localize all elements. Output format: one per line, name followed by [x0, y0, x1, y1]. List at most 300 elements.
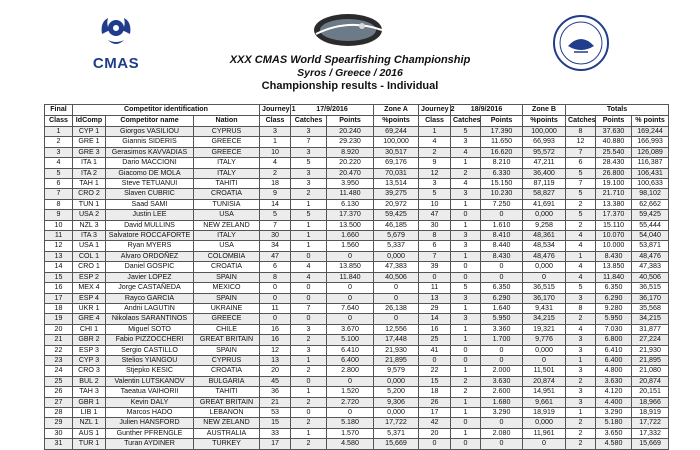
cell-competitor-name: Andrii LAGUTIN: [106, 303, 194, 313]
cell-j2-pct-points: 47,211: [523, 158, 566, 168]
cell-total-catches: 5: [566, 210, 596, 220]
cell-competitor-name: Giannis SIDERIS: [106, 137, 194, 147]
cell-j2-class: 11: [419, 283, 451, 293]
cell-j1-class: 3: [260, 127, 291, 137]
cell-total-pct-points: 126,089: [632, 147, 669, 157]
cell-j2-points: 8.440: [481, 241, 523, 251]
cell-j1-catches: 0: [291, 376, 327, 386]
cell-j1-pct-points: 5,679: [374, 231, 419, 241]
cell-total-pct-points: 55,444: [632, 220, 669, 230]
cell-total-pct-points: 21,895: [632, 355, 669, 365]
cell-j2-class: 22: [419, 366, 451, 376]
cell-j2-points: 1.610: [481, 220, 523, 230]
cell-j1-catches: 2: [291, 397, 327, 407]
cell-j2-class: 10: [419, 199, 451, 209]
cell-j2-class: 1: [419, 127, 451, 137]
cell-total-points: 28.430: [596, 158, 632, 168]
cell-j1-points: 29.230: [327, 137, 374, 147]
cell-total-points: 21.710: [596, 189, 632, 199]
cell-j2-pct-points: 19,321: [523, 324, 566, 334]
cell-id-comp: ITA 2: [73, 168, 106, 178]
cell-id-comp: COL 1: [73, 251, 106, 261]
cell-j1-points: 6.410: [327, 345, 374, 355]
cell-total-catches: 3: [566, 345, 596, 355]
cell-j2-points: 1.640: [481, 303, 523, 313]
cell-id-comp: GBR 2: [73, 335, 106, 345]
cell-total-catches: 12: [566, 137, 596, 147]
cell-j1-pct-points: 59,425: [374, 210, 419, 220]
cmas-logo: [84, 14, 148, 72]
cell-id-comp: TAH 3: [73, 387, 106, 397]
totals-group-header: Totals: [566, 105, 669, 116]
table-row: [45, 345, 669, 355]
cell-nation: CHILE: [194, 324, 260, 334]
cell-j2-catches: 4: [451, 179, 481, 189]
cell-total-points: 9.280: [596, 303, 632, 313]
cell-total-catches: 3: [566, 387, 596, 397]
cell-total-catches: 7: [566, 179, 596, 189]
cell-competitor-name: David MULLINS: [106, 220, 194, 230]
cell-nation: CROATIA: [194, 262, 260, 272]
cell-final-class: 18: [45, 303, 73, 313]
cell-j2-pct-points: 18,919: [523, 407, 566, 417]
cell-j1-points: 13.850: [327, 262, 374, 272]
cell-total-pct-points: 15,669: [632, 439, 669, 449]
cell-final-class: 17: [45, 293, 73, 303]
cell-j2-catches: 1: [451, 407, 481, 417]
cell-total-catches: 2: [566, 428, 596, 438]
cell-total-points: 15.110: [596, 220, 632, 230]
cell-total-catches: 4: [566, 241, 596, 251]
table-row: [45, 314, 669, 324]
cell-j1-catches: 5: [291, 158, 327, 168]
cell-nation: TAHITI: [194, 179, 260, 189]
cell-total-pct-points: 20,151: [632, 387, 669, 397]
cell-j2-points: 6.350: [481, 283, 523, 293]
cell-final-class: 6: [45, 179, 73, 189]
cell-j1-catches: 1: [291, 387, 327, 397]
cell-j1-class: 17: [260, 439, 291, 449]
cell-j1-points: 1.570: [327, 428, 374, 438]
cell-competitor-name: Dario MACCIONI: [106, 158, 194, 168]
cell-j1-class: 9: [260, 189, 291, 199]
cell-j1-pct-points: 21,895: [374, 355, 419, 365]
cell-nation: COLOMBIA: [194, 251, 260, 261]
table-row: [45, 397, 669, 407]
cell-j2-class: 25: [419, 335, 451, 345]
cell-competitor-name: Rayco GARCIA: [106, 293, 194, 303]
cell-total-pct-points: 21,080: [632, 366, 669, 376]
cell-j2-points: 0: [481, 355, 523, 365]
cell-id-comp: TAH 1: [73, 179, 106, 189]
cell-j2-catches: 1: [451, 366, 481, 376]
cell-j2-class: 41: [419, 345, 451, 355]
cell-j1-points: 3.670: [327, 324, 374, 334]
cmas-emblem-icon: [96, 14, 136, 48]
cell-j2-points: 0: [481, 439, 523, 449]
cell-total-pct-points: 166,993: [632, 137, 669, 147]
cell-j1-class: 7: [260, 220, 291, 230]
cell-total-pct-points: 17,332: [632, 428, 669, 438]
table-row: [45, 147, 669, 157]
cell-final-class: 3: [45, 147, 73, 157]
cell-j2-points: 6.330: [481, 168, 523, 178]
cell-j2-pct-points: 9,776: [523, 335, 566, 345]
cell-total-pct-points: 21,930: [632, 345, 669, 355]
cell-nation: MEXICO: [194, 283, 260, 293]
cell-id-comp: CRO 2: [73, 189, 106, 199]
cell-j2-class: 17: [419, 407, 451, 417]
cell-total-points: 4.400: [596, 397, 632, 407]
cell-competitor-name: Justin LEE: [106, 210, 194, 220]
cell-j2-pct-points: 48,361: [523, 231, 566, 241]
cell-competitor-name: Jorge CASTAÑEDA: [106, 283, 194, 293]
cell-j1-class: 0: [260, 314, 291, 324]
cell-j2-pct-points: 58,827: [523, 189, 566, 199]
cell-j2-class: 0: [419, 439, 451, 449]
cell-total-catches: 5: [566, 168, 596, 178]
cell-j2-pct-points: 66,993: [523, 137, 566, 147]
cell-j1-catches: 3: [291, 127, 327, 137]
cell-j2-catches: 0: [451, 418, 481, 428]
cell-total-points: 17.370: [596, 210, 632, 220]
cell-j2-pct-points: 9,431: [523, 303, 566, 313]
cell-total-pct-points: 59,425: [632, 210, 669, 220]
table-row: [45, 137, 669, 147]
column-header-j1-class: Class: [260, 116, 291, 127]
cell-j2-catches: 1: [451, 303, 481, 313]
cell-j2-points: 3.360: [481, 324, 523, 334]
cell-j1-catches: 0: [291, 251, 327, 261]
championship-logo: [302, 10, 394, 50]
cell-j2-catches: 2: [451, 168, 481, 178]
cell-j1-points: 4.580: [327, 439, 374, 449]
cell-total-points: 6.410: [596, 345, 632, 355]
cell-j2-pct-points: 0: [523, 439, 566, 449]
cell-j2-class: 12: [419, 168, 451, 178]
cell-j2-pct-points: 0: [523, 355, 566, 365]
cell-j2-class: 13: [419, 293, 451, 303]
cell-j1-points: 6.400: [327, 355, 374, 365]
cell-j2-class: 15: [419, 376, 451, 386]
cell-j1-class: 30: [260, 231, 291, 241]
cell-j1-points: 20.220: [327, 158, 374, 168]
cell-j2-catches: 1: [451, 251, 481, 261]
cell-competitor-name: Marcos HADO: [106, 407, 194, 417]
cell-j2-pct-points: 100,000: [523, 127, 566, 137]
cell-nation: SPAIN: [194, 345, 260, 355]
cell-competitor-name: Giacomo DE MOLA: [106, 168, 194, 178]
cell-j1-pct-points: 9,306: [374, 397, 419, 407]
table-row: [45, 439, 669, 449]
cell-total-points: 8.430: [596, 251, 632, 261]
table-row: [45, 199, 669, 209]
cell-j2-pct-points: 9,661: [523, 397, 566, 407]
cell-total-catches: 4: [566, 231, 596, 241]
cell-total-points: 13.380: [596, 199, 632, 209]
cell-total-points: 19.100: [596, 179, 632, 189]
cell-j2-pct-points: 36,170: [523, 293, 566, 303]
cell-j2-class: 14: [419, 314, 451, 324]
cell-j2-points: 2.600: [481, 387, 523, 397]
cell-j2-pct-points: 48,534: [523, 241, 566, 251]
column-header-total-catches: Catches: [566, 116, 596, 127]
cell-nation: GREECE: [194, 137, 260, 147]
cell-total-catches: 3: [566, 397, 596, 407]
cell-j1-class: 16: [260, 324, 291, 334]
cell-j1-catches: 1: [291, 220, 327, 230]
table-row: [45, 283, 669, 293]
cell-j1-catches: 7: [291, 303, 327, 313]
cell-nation: LEBANON: [194, 407, 260, 417]
cmas-logo-text: CMAS: [92, 55, 140, 72]
cell-id-comp: TUN 1: [73, 199, 106, 209]
cell-j1-points: 2.800: [327, 366, 374, 376]
cell-j1-class: 1: [260, 137, 291, 147]
cell-final-class: 12: [45, 241, 73, 251]
column-header-j1-catches: Catches: [291, 116, 327, 127]
cell-j1-points: 0: [327, 283, 374, 293]
cell-competitor-name: Ryan MYERS: [106, 241, 194, 251]
table-row: [45, 262, 669, 272]
cell-j2-points: 3.630: [481, 376, 523, 386]
cell-j1-class: 16: [260, 335, 291, 345]
cell-final-class: 13: [45, 251, 73, 261]
cell-final-class: 23: [45, 355, 73, 365]
cell-j1-catches: 1: [291, 199, 327, 209]
cell-j2-class: 6: [419, 241, 451, 251]
cell-total-catches: 2: [566, 376, 596, 386]
results-body: [45, 127, 669, 450]
cell-final-class: 14: [45, 262, 73, 272]
cell-nation: TUNISIA: [194, 199, 260, 209]
cell-j2-pct-points: 36,515: [523, 283, 566, 293]
table-row: [45, 303, 669, 313]
cell-nation: TURKEY: [194, 439, 260, 449]
cell-total-pct-points: 18,919: [632, 407, 669, 417]
cell-j2-points: 15.150: [481, 179, 523, 189]
table-row: [45, 179, 669, 189]
cell-total-pct-points: 98,102: [632, 189, 669, 199]
column-header-j1-pct-points: %points: [374, 116, 419, 127]
cell-j1-pct-points: 30,517: [374, 147, 419, 157]
cell-competitor-name: Giorgos VASILIOU: [106, 127, 194, 137]
cell-total-pct-points: 27,224: [632, 335, 669, 345]
cell-nation: CYPRUS: [194, 355, 260, 365]
cell-j2-class: 18: [419, 387, 451, 397]
cell-competitor-name: Daniel GOSPIC: [106, 262, 194, 272]
cell-competitor-name: Slaven CUBRIC: [106, 189, 194, 199]
cell-total-catches: 2: [566, 220, 596, 230]
cell-j1-pct-points: 40,506: [374, 272, 419, 282]
table-row: [45, 335, 669, 345]
cell-j1-catches: 3: [291, 168, 327, 178]
championship-title: XXX CMAS World Spearfishing Championship: [229, 54, 471, 66]
cell-j1-points: 0: [327, 407, 374, 417]
cell-j2-points: 2.080: [481, 428, 523, 438]
cell-j2-points: 17.390: [481, 127, 523, 137]
journey1-group-header: Journey 1: [260, 105, 291, 116]
table-row: [45, 210, 669, 220]
cell-j2-points: 6.290: [481, 293, 523, 303]
cell-j1-catches: 5: [291, 210, 327, 220]
cell-total-catches: 2: [566, 314, 596, 324]
cell-final-class: 10: [45, 220, 73, 230]
cell-id-comp: BUL 2: [73, 376, 106, 386]
cell-total-points: 10.000: [596, 241, 632, 251]
cell-nation: CYPRUS: [194, 127, 260, 137]
cell-j1-catches: 1: [291, 231, 327, 241]
cell-total-catches: 3: [566, 293, 596, 303]
cell-total-points: 6.400: [596, 355, 632, 365]
cell-j2-catches: 1: [451, 220, 481, 230]
cell-total-catches: 8: [566, 303, 596, 313]
cell-j1-class: 0: [260, 293, 291, 303]
cell-final-class: 16: [45, 283, 73, 293]
cell-nation: GREECE: [194, 147, 260, 157]
cell-competitor-name: Miguel SOTO: [106, 324, 194, 334]
cell-j2-catches: 1: [451, 428, 481, 438]
cell-j1-class: 20: [260, 366, 291, 376]
cell-j2-class: 2: [419, 147, 451, 157]
cell-total-points: 4.800: [596, 366, 632, 376]
cell-j1-points: 1.660: [327, 231, 374, 241]
cell-j2-points: 8.410: [481, 231, 523, 241]
cell-j2-catches: 1: [451, 324, 481, 334]
cell-total-catches: 7: [566, 147, 596, 157]
cell-j2-points: 1.700: [481, 335, 523, 345]
cell-j1-pct-points: 0: [374, 283, 419, 293]
cell-final-class: 19: [45, 314, 73, 324]
cell-total-pct-points: 48,476: [632, 251, 669, 261]
cell-final-class: 30: [45, 428, 73, 438]
cell-id-comp: UKR 1: [73, 303, 106, 313]
cell-id-comp: CHI 1: [73, 324, 106, 334]
cell-competitor-name: Stjepko KESIC: [106, 366, 194, 376]
cell-id-comp: LIB 1: [73, 407, 106, 417]
journey1-date: 17/9/2016: [291, 105, 374, 116]
cell-j2-points: 0: [481, 418, 523, 428]
cell-j1-catches: 2: [291, 439, 327, 449]
cell-total-catches: 3: [566, 366, 596, 376]
cell-total-catches: 1: [566, 407, 596, 417]
cell-j1-class: 21: [260, 397, 291, 407]
table-row: [45, 407, 669, 417]
cell-j1-catches: 2: [291, 418, 327, 428]
cell-j2-catches: 5: [451, 127, 481, 137]
cell-j1-points: 1.560: [327, 241, 374, 251]
cell-total-pct-points: 36,170: [632, 293, 669, 303]
cell-j2-class: 8: [419, 231, 451, 241]
cell-j1-class: 4: [260, 158, 291, 168]
cell-total-pct-points: 31,877: [632, 324, 669, 334]
cell-j1-pct-points: 5,371: [374, 428, 419, 438]
column-header-id-comp: IdComp: [73, 116, 106, 127]
cell-j1-points: 2.720: [327, 397, 374, 407]
cell-total-pct-points: 17,722: [632, 418, 669, 428]
table-row: [45, 241, 669, 251]
table-row: [45, 272, 669, 282]
cell-final-class: 2: [45, 137, 73, 147]
cell-j1-class: 14: [260, 199, 291, 209]
cell-id-comp: ESP 4: [73, 293, 106, 303]
cell-j2-class: 0: [419, 355, 451, 365]
cell-j2-catches: 1: [451, 158, 481, 168]
cell-j1-pct-points: 17,448: [374, 335, 419, 345]
cell-j1-pct-points: 47,383: [374, 262, 419, 272]
cell-j1-class: 0: [260, 283, 291, 293]
cell-j1-catches: 0: [291, 283, 327, 293]
cell-j2-pct-points: 95,572: [523, 147, 566, 157]
cell-nation: NEW ZELAND: [194, 220, 260, 230]
cell-nation: CROATIA: [194, 189, 260, 199]
cell-competitor-name: Julien HANSFORD: [106, 418, 194, 428]
cell-j2-pct-points: 36,400: [523, 168, 566, 178]
cell-j2-catches: 1: [451, 335, 481, 345]
cell-nation: ITALY: [194, 158, 260, 168]
cell-total-pct-points: 35,568: [632, 303, 669, 313]
cell-final-class: 20: [45, 324, 73, 334]
column-header-total-pct-points: % points: [632, 116, 669, 127]
table-row: [45, 324, 669, 334]
cell-j2-pct-points: 0,000: [523, 418, 566, 428]
cell-j2-points: 10.230: [481, 189, 523, 199]
cell-final-class: 11: [45, 231, 73, 241]
cell-j1-catches: 4: [291, 262, 327, 272]
cell-j1-points: 8.920: [327, 147, 374, 157]
cell-id-comp: TUR 1: [73, 439, 106, 449]
cell-competitor-name: Saad SAMI: [106, 199, 194, 209]
cell-j2-points: 0: [481, 345, 523, 355]
table-row: [45, 418, 669, 428]
cell-j1-points: 20.240: [327, 127, 374, 137]
cell-competitor-name: Javier LOPEZ: [106, 272, 194, 282]
cell-j2-class: 20: [419, 428, 451, 438]
federation-emblem: [552, 14, 610, 72]
cell-competitor-name: Stelios YIANGOU: [106, 355, 194, 365]
cell-j2-catches: 0: [451, 439, 481, 449]
cell-j1-points: 17.370: [327, 210, 374, 220]
table-row: [45, 376, 669, 386]
cell-j1-points: 7.640: [327, 303, 374, 313]
cell-j2-catches: 0: [451, 262, 481, 272]
cell-j1-pct-points: 5,337: [374, 241, 419, 251]
cell-j1-catches: 4: [291, 272, 327, 282]
cell-j1-pct-points: 0,000: [374, 376, 419, 386]
cell-nation: ITALY: [194, 168, 260, 178]
cell-id-comp: USA 1: [73, 241, 106, 251]
cell-nation: SPAIN: [194, 293, 260, 303]
cell-j1-pct-points: 70,031: [374, 168, 419, 178]
cell-nation: GREAT BRITAIN: [194, 397, 260, 407]
cell-nation: SPAIN: [194, 272, 260, 282]
cell-j1-class: 5: [260, 210, 291, 220]
table-row: [45, 127, 669, 137]
column-header-j2-points: Points: [481, 116, 523, 127]
journey2-group-header: Journey 2: [419, 105, 451, 116]
cell-nation: CROATIA: [194, 366, 260, 376]
cell-total-points: 3.290: [596, 407, 632, 417]
cell-j2-class: 7: [419, 251, 451, 261]
cell-j1-points: 5.100: [327, 335, 374, 345]
cell-j1-catches: 2: [291, 335, 327, 345]
cell-final-class: 26: [45, 387, 73, 397]
cell-competitor-name: Sergio CASTILLO: [106, 345, 194, 355]
table-row: [45, 428, 669, 438]
cell-nation: UKRAINE: [194, 303, 260, 313]
cell-j1-class: 47: [260, 251, 291, 261]
cell-j2-pct-points: 11,961: [523, 428, 566, 438]
